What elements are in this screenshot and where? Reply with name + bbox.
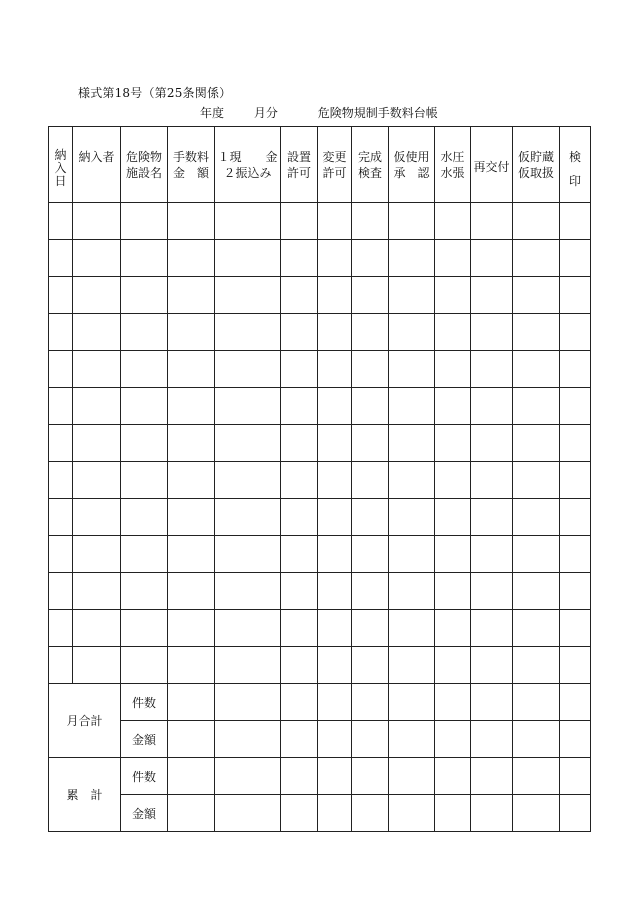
entry-cell[interactable] — [281, 536, 318, 573]
entry-cell[interactable] — [281, 721, 318, 758]
entry-cell[interactable] — [318, 240, 352, 277]
entry-cell[interactable] — [352, 314, 389, 351]
entry-cell[interactable] — [560, 203, 591, 240]
col-payment-date: 納 入 日 — [49, 127, 73, 203]
entry-cell[interactable] — [168, 795, 215, 832]
entry-cell[interactable] — [73, 351, 121, 388]
entry-cell[interactable] — [435, 610, 471, 647]
entry-cell[interactable] — [471, 277, 513, 314]
entry-cell[interactable] — [560, 388, 591, 425]
entry-cell[interactable] — [513, 277, 560, 314]
entry-cell[interactable] — [121, 610, 168, 647]
entry-cell[interactable] — [560, 462, 591, 499]
entry-cell[interactable] — [168, 277, 215, 314]
entry-cell[interactable] — [168, 314, 215, 351]
entry-cell[interactable] — [389, 758, 435, 795]
entry-cell[interactable] — [471, 573, 513, 610]
entry-cell[interactable] — [513, 240, 560, 277]
entry-cell[interactable] — [215, 758, 281, 795]
entry-cell[interactable] — [73, 536, 121, 573]
entry-cell[interactable] — [435, 684, 471, 721]
col-provisional-approval: 仮使用 承 認 — [389, 127, 435, 203]
entry-cell[interactable] — [389, 684, 435, 721]
entry-cell[interactable] — [121, 573, 168, 610]
entry-cell[interactable] — [352, 758, 389, 795]
entry-cell[interactable] — [121, 277, 168, 314]
entry-cell[interactable] — [215, 351, 281, 388]
entry-cell[interactable] — [215, 684, 281, 721]
entry-cell[interactable] — [281, 425, 318, 462]
entry-cell[interactable] — [435, 647, 471, 684]
monthly-amount-label: 金額 — [121, 721, 168, 758]
entry-cell[interactable] — [389, 314, 435, 351]
entry-cell[interactable] — [318, 388, 352, 425]
ledger-title — [200, 104, 438, 121]
entry-cell[interactable] — [168, 684, 215, 721]
entry-cell[interactable] — [281, 462, 318, 499]
entry-cell[interactable] — [121, 388, 168, 425]
entry-cell[interactable] — [435, 351, 471, 388]
entry-cell[interactable] — [73, 314, 121, 351]
entry-cell[interactable] — [73, 203, 121, 240]
entry-cell[interactable] — [513, 499, 560, 536]
entry-cell[interactable] — [513, 721, 560, 758]
entry-cell[interactable] — [560, 499, 591, 536]
entry-cell[interactable] — [435, 795, 471, 832]
col-temp-storage: 仮貯蔵 仮取扱 — [513, 127, 560, 203]
entry-cell[interactable] — [168, 758, 215, 795]
entry-cell[interactable] — [352, 425, 389, 462]
summary-row-monthly-amount — [49, 721, 591, 758]
entry-cell[interactable] — [215, 610, 281, 647]
entry-cell[interactable] — [513, 351, 560, 388]
entry-cell[interactable] — [318, 425, 352, 462]
col-reissue: 再交付 — [471, 127, 513, 203]
summary-row-monthly-count — [49, 684, 591, 721]
title-year[interactable]: 年度 — [200, 106, 225, 120]
entry-cell[interactable] — [435, 277, 471, 314]
entry-cell[interactable] — [121, 203, 168, 240]
entry-cell[interactable] — [215, 462, 281, 499]
entry-cell[interactable] — [318, 499, 352, 536]
entry-cell[interactable] — [560, 277, 591, 314]
entry-cell[interactable] — [471, 462, 513, 499]
table-row — [49, 314, 591, 351]
col-payment-method: １現 金 ２振込み — [215, 127, 281, 203]
entry-cell[interactable] — [513, 573, 560, 610]
entry-cell[interactable] — [435, 499, 471, 536]
entry-cell[interactable] — [121, 314, 168, 351]
entry-cell[interactable] — [435, 425, 471, 462]
entry-cell[interactable] — [389, 573, 435, 610]
entry-cell[interactable] — [168, 388, 215, 425]
entry-cell[interactable] — [121, 425, 168, 462]
entry-cell[interactable] — [49, 647, 73, 684]
entry-cell[interactable] — [49, 314, 73, 351]
entry-cell[interactable] — [73, 425, 121, 462]
entry-cell[interactable] — [73, 277, 121, 314]
entry-cell[interactable] — [49, 610, 73, 647]
entry-cell[interactable] — [352, 795, 389, 832]
entry-cell[interactable] — [471, 351, 513, 388]
entry-cell[interactable] — [168, 647, 215, 684]
entry-cell[interactable] — [281, 499, 318, 536]
table-row — [49, 499, 591, 536]
entry-cell[interactable] — [73, 647, 121, 684]
entry-cell[interactable] — [471, 314, 513, 351]
entry-cell[interactable] — [389, 610, 435, 647]
cumulative-amount-label: 金額 — [121, 795, 168, 832]
col-installation-permit: 設置 許可 — [281, 127, 318, 203]
entry-cell[interactable] — [318, 573, 352, 610]
entry-cell[interactable] — [560, 610, 591, 647]
table-row — [49, 425, 591, 462]
entry-cell[interactable] — [281, 573, 318, 610]
entry-cell[interactable] — [435, 758, 471, 795]
entry-cell[interactable] — [560, 240, 591, 277]
entry-cell[interactable] — [389, 647, 435, 684]
entry-cell[interactable] — [49, 536, 73, 573]
table-row — [49, 388, 591, 425]
entry-cell[interactable] — [121, 536, 168, 573]
table-row — [49, 277, 591, 314]
entry-cell[interactable] — [168, 573, 215, 610]
table-row — [49, 647, 591, 684]
entry-cell[interactable] — [215, 388, 281, 425]
entry-cell[interactable] — [389, 240, 435, 277]
entry-cell[interactable] — [281, 388, 318, 425]
entry-cell[interactable] — [215, 314, 281, 351]
entry-cell[interactable] — [281, 610, 318, 647]
entry-cell[interactable] — [215, 721, 281, 758]
entry-cell[interactable] — [352, 388, 389, 425]
entry-cell[interactable] — [281, 240, 318, 277]
entry-cell[interactable] — [352, 684, 389, 721]
entry-cell[interactable] — [513, 647, 560, 684]
col-payer: 納入者 — [73, 127, 121, 203]
entry-cell[interactable] — [318, 314, 352, 351]
entry-cell[interactable] — [168, 610, 215, 647]
entry-cell[interactable] — [513, 684, 560, 721]
entry-cell[interactable] — [73, 240, 121, 277]
title-name: 危険物規制手数料台帳 — [317, 106, 438, 120]
entry-cell[interactable] — [73, 388, 121, 425]
entry-cell[interactable] — [73, 610, 121, 647]
entry-cell[interactable] — [168, 203, 215, 240]
entry-cell[interactable] — [281, 203, 318, 240]
entry-cell[interactable] — [215, 573, 281, 610]
entry-cell[interactable] — [471, 536, 513, 573]
entry-cell[interactable] — [513, 425, 560, 462]
entry-cell[interactable] — [168, 240, 215, 277]
entry-cell[interactable] — [281, 758, 318, 795]
table-row — [49, 203, 591, 240]
entry-cell[interactable] — [471, 388, 513, 425]
entry-cell[interactable] — [215, 795, 281, 832]
entry-cell[interactable] — [215, 425, 281, 462]
entry-cell[interactable] — [560, 536, 591, 573]
entry-cell[interactable] — [471, 425, 513, 462]
entry-cell[interactable] — [168, 425, 215, 462]
entry-cell[interactable] — [318, 351, 352, 388]
entry-cell[interactable] — [49, 573, 73, 610]
entry-cell[interactable] — [513, 388, 560, 425]
entry-cell[interactable] — [471, 610, 513, 647]
entry-cell[interactable] — [49, 425, 73, 462]
entry-cell[interactable] — [121, 240, 168, 277]
entry-cell[interactable] — [435, 721, 471, 758]
monthly-count-label: 件数 — [121, 684, 168, 721]
col-fee-amount: 手数料 金 額 — [168, 127, 215, 203]
entry-cell[interactable] — [389, 425, 435, 462]
entry-cell[interactable] — [352, 573, 389, 610]
table-row — [49, 573, 591, 610]
entry-cell[interactable] — [281, 684, 318, 721]
entry-cell[interactable] — [318, 795, 352, 832]
table-row — [49, 536, 591, 573]
entry-cell[interactable] — [318, 610, 352, 647]
entry-cell[interactable] — [168, 462, 215, 499]
entry-cell[interactable] — [49, 462, 73, 499]
table-row — [49, 351, 591, 388]
entry-cell[interactable] — [352, 536, 389, 573]
entry-cell[interactable] — [471, 684, 513, 721]
col-water-pressure: 水圧 水張 — [435, 127, 471, 203]
entry-cell[interactable] — [352, 647, 389, 684]
entry-cell[interactable] — [318, 203, 352, 240]
entry-cell[interactable] — [389, 499, 435, 536]
entry-cell[interactable] — [560, 758, 591, 795]
table-row — [49, 462, 591, 499]
entry-cell[interactable] — [121, 462, 168, 499]
entry-cell[interactable] — [215, 647, 281, 684]
entry-cell[interactable] — [168, 351, 215, 388]
entry-cell[interactable] — [352, 277, 389, 314]
entry-cell[interactable] — [389, 721, 435, 758]
entry-cell[interactable] — [471, 240, 513, 277]
entry-cell[interactable] — [435, 240, 471, 277]
entry-cell[interactable] — [513, 758, 560, 795]
entry-cell[interactable] — [435, 536, 471, 573]
entry-cell[interactable] — [389, 795, 435, 832]
entry-cell[interactable] — [318, 277, 352, 314]
entry-cell[interactable] — [281, 795, 318, 832]
entry-cell[interactable] — [73, 573, 121, 610]
form-number: 様式第18号（第25条関係） — [78, 86, 232, 100]
entry-cell[interactable] — [49, 499, 73, 536]
col-inspection-seal: 検 印 — [560, 127, 591, 203]
entry-cell[interactable] — [49, 351, 73, 388]
entry-cell[interactable] — [215, 499, 281, 536]
summary-row-cumulative-amount — [49, 795, 591, 832]
entry-cell[interactable] — [513, 610, 560, 647]
entry-cell[interactable] — [435, 462, 471, 499]
entry-cell[interactable] — [560, 795, 591, 832]
entry-cell[interactable] — [352, 610, 389, 647]
entry-cell[interactable] — [49, 277, 73, 314]
entry-cell[interactable] — [471, 647, 513, 684]
entry-cell[interactable] — [389, 388, 435, 425]
entry-cell[interactable] — [389, 536, 435, 573]
entry-cell[interactable] — [560, 684, 591, 721]
entry-cell[interactable] — [73, 499, 121, 536]
entry-cell[interactable] — [352, 203, 389, 240]
entry-cell[interactable] — [389, 462, 435, 499]
entry-cell[interactable] — [281, 351, 318, 388]
entry-cell[interactable] — [352, 499, 389, 536]
table-row — [49, 240, 591, 277]
entry-cell[interactable] — [121, 499, 168, 536]
entry-cell[interactable] — [73, 462, 121, 499]
entry-cell[interactable] — [121, 647, 168, 684]
entry-cell[interactable] — [49, 388, 73, 425]
entry-cell[interactable] — [471, 758, 513, 795]
entry-cell[interactable] — [49, 203, 73, 240]
entry-cell[interactable] — [318, 462, 352, 499]
entry-cell[interactable] — [121, 351, 168, 388]
cumulative-total-label: 累 計 — [49, 758, 121, 832]
entry-cell[interactable] — [352, 240, 389, 277]
entry-cell[interactable] — [318, 647, 352, 684]
fee-ledger-table — [48, 126, 591, 832]
entry-cell[interactable] — [471, 499, 513, 536]
monthly-total-label: 月合計 — [49, 684, 121, 758]
entry-cell[interactable] — [352, 721, 389, 758]
entry-cell[interactable] — [318, 758, 352, 795]
entry-cell[interactable] — [389, 351, 435, 388]
entry-cell[interactable] — [560, 573, 591, 610]
col-completion-inspection: 完成 検査 — [352, 127, 389, 203]
col-change-permit: 変更 許可 — [318, 127, 352, 203]
table-row — [49, 610, 591, 647]
entry-cell[interactable] — [49, 240, 73, 277]
entry-cell[interactable] — [560, 425, 591, 462]
entry-cell[interactable] — [513, 203, 560, 240]
entry-cell[interactable] — [513, 795, 560, 832]
entry-cell[interactable] — [435, 203, 471, 240]
summary-row-cumulative-count — [49, 758, 591, 795]
entry-cell[interactable] — [281, 277, 318, 314]
entry-cell[interactable] — [560, 721, 591, 758]
entry-cell[interactable] — [389, 203, 435, 240]
entry-cell[interactable] — [281, 647, 318, 684]
entry-cell[interactable] — [471, 203, 513, 240]
entry-cell[interactable] — [318, 536, 352, 573]
cumulative-count-label: 件数 — [121, 758, 168, 795]
entry-cell[interactable] — [215, 536, 281, 573]
col-facility-name: 危険物 施設名 — [121, 127, 168, 203]
entry-cell[interactable] — [168, 536, 215, 573]
entry-cell[interactable] — [435, 388, 471, 425]
entry-cell[interactable] — [318, 684, 352, 721]
entry-cell[interactable] — [389, 277, 435, 314]
entry-cell[interactable] — [215, 240, 281, 277]
entry-cell[interactable] — [215, 277, 281, 314]
entry-cell[interactable] — [513, 536, 560, 573]
entry-cell[interactable] — [352, 462, 389, 499]
entry-cell[interactable] — [281, 314, 318, 351]
entry-cell[interactable] — [560, 314, 591, 351]
entry-cell[interactable] — [168, 499, 215, 536]
entry-cell[interactable] — [215, 203, 281, 240]
entry-cell[interactable] — [352, 351, 389, 388]
title-month[interactable]: 月分 — [253, 106, 278, 120]
entry-cell[interactable] — [318, 721, 352, 758]
entry-cell[interactable] — [513, 462, 560, 499]
entry-cell[interactable] — [560, 647, 591, 684]
entry-cell[interactable] — [471, 795, 513, 832]
entry-cell[interactable] — [168, 721, 215, 758]
entry-cell[interactable] — [435, 314, 471, 351]
entry-cell[interactable] — [513, 314, 560, 351]
entry-cell[interactable] — [471, 721, 513, 758]
entry-cell[interactable] — [560, 351, 591, 388]
header-row — [49, 127, 591, 203]
entry-cell[interactable] — [435, 573, 471, 610]
